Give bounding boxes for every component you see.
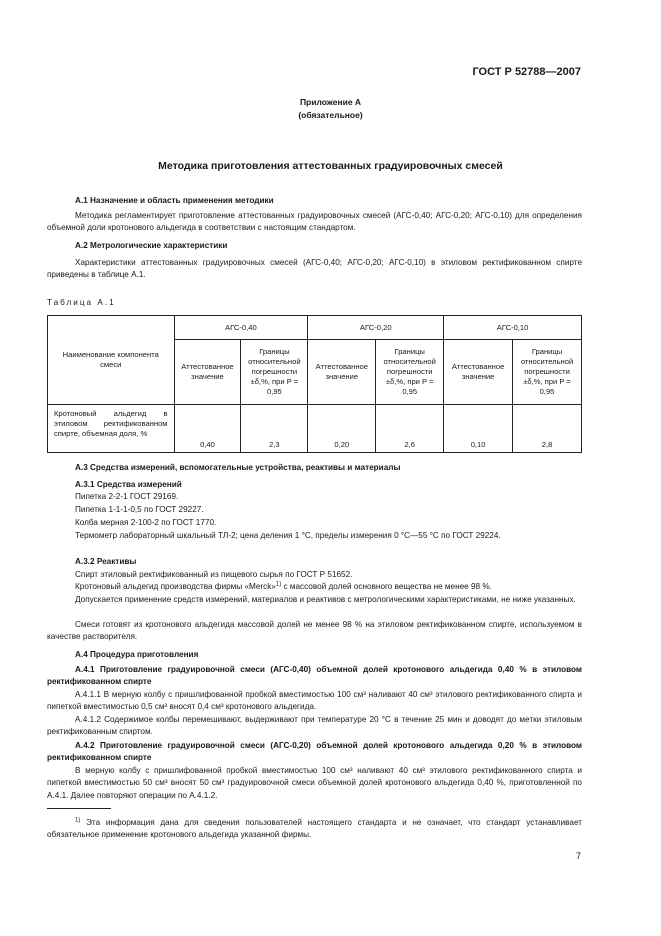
section-a4-heading: А.4 Процедура приготовления (75, 650, 199, 659)
cell-value: 2,6 (376, 405, 444, 453)
section-a1-heading: А.1 Назначение и область применения методики (75, 196, 274, 205)
page-number: 7 (576, 851, 582, 861)
section-a31-heading: А.3.1 Средства измерений (75, 480, 182, 489)
table-caption: Таблица А.1 (47, 298, 116, 307)
header-group-1: АГС-0,40 (174, 316, 308, 340)
footnote-mark: 1) (75, 817, 81, 824)
note-text: Допускается применение средств измерений, материалов и реактивов с метрологическими характеристиками, не ниже указанных. (75, 595, 576, 604)
instrument-item: Термометр лабораторный шкальный ТЛ-2; цена деления 1 °С, пределы измерения 0 °С—55 °С по ГОСТ 29224. (75, 531, 501, 540)
standard-number: ГОСТ Р 52788—2007 (472, 66, 581, 78)
section-a412-text: А.4.1.2 Содержимое колбы перемешивают, выдерживают при температуре 20 °С в течение 25 мин и доводят до метки этиловым ректификованным спиртом. (47, 715, 582, 737)
reagent-text: Кротоновый альдегид производства фирмы «Merck» (75, 582, 276, 591)
row-label: Кротоновый альдегид в этиловом ректификованном спирте, объемная доля, % (48, 405, 175, 453)
annex-title: Приложение А (299, 97, 362, 107)
subheader-value: Аттестованное значение (308, 340, 376, 405)
reagent-item (47, 581, 582, 593)
section-a2-text: Характеристики аттестованных градуировочных смесей (АГС-0,40; АГС-0,20; АГС-0,10) в этиловом ректификованном спирте приведены в таблице А.1. (47, 258, 582, 280)
instrument-item: Пипетка 2-2-1 ГОСТ 29169. (75, 492, 179, 501)
note-text: Смеси готовят из кротонового альдегида массовой долей не менее 98 % на этиловом ректификованном спирте, используемом в качестве растворителя. (47, 620, 582, 642)
footnote-divider (47, 808, 111, 809)
cell-value: 0,20 (308, 405, 376, 453)
annex-status: (обязательное) (298, 110, 363, 120)
section-a42-text: В мерную колбу с пришлифованной пробкой вместимостью 100 см³ наливают 40 см³ этилового ректификованного спирта и пипеткой вместимостью 50 см³ вносят 50 см³ градуировочной смеси объемной долей кротонового альдегида 0,40 %, приготовленной по А.4.1. Далее повторяют операции по А.4.1.2. (47, 766, 582, 800)
section-a1-text: Методика регламентирует приготовление аттестованных градуировочных смесей (АГС-0,40; АГС-0,20; АГС-0,10) для определения объемной доли кротонового альдегида в соответствии с настоящим стандартом. (47, 211, 582, 233)
main-title: Методика приготовления аттестованных градуировочных смесей (158, 160, 503, 172)
cell-value: 2,3 (241, 405, 308, 453)
cell-value: 0,40 (174, 405, 241, 453)
header-component: Наименование компонента смеси (48, 316, 175, 405)
footnote-ref: 1) (275, 581, 282, 588)
instrument-item: Колба мерная 2-100-2 по ГОСТ 1770. (75, 518, 217, 527)
reagent-text: с массовой долей основного вещества не менее 98 %. (281, 582, 492, 591)
annex-heading (0, 96, 661, 122)
table-a1 (47, 315, 582, 453)
section-a3-heading: А.3 Средства измерений, вспомогательные устройства, реактивы и материалы (75, 463, 401, 472)
footnote-text: Эта информация дана для сведения пользователей настоящего стандарта и не означает, что стандарт устанавливает обязательное применение кротонового альдегида указанной фирмы. (47, 818, 582, 840)
subheader-bounds: Границы относительной погрешности ±δ,%, при P = 0,95 (513, 340, 582, 405)
instrument-item: Пипетка 1-1-1-0,5 по ГОСТ 29227. (75, 505, 204, 514)
header-group-2: АГС-0,20 (308, 316, 444, 340)
section-a2-heading: А.2 Метрологические характеристики (75, 241, 228, 250)
cell-value: 0,10 (444, 405, 513, 453)
subheader-bounds: Границы относительной погрешности ±δ,%, при P = 0,95 (241, 340, 308, 405)
subheader-value: Аттестованное значение (174, 340, 241, 405)
section-a32-heading: А.3.2 Реактивы (75, 557, 137, 566)
section-a42-heading: А.4.2 Приготовление градуировочной смеси (АГС-0,20) объемной долей кротонового альдегида 0,20 % в этиловом ректификованном спирте (47, 741, 582, 763)
footnote (47, 817, 582, 842)
cell-value: 2,8 (513, 405, 582, 453)
header-group-3: АГС-0,10 (444, 316, 582, 340)
subheader-value: Аттестованное значение (444, 340, 513, 405)
section-a41-heading: А.4.1 Приготовление градуировочной смеси (АГС-0,40) объемной долей кротонового альдегида 0,40 % в этиловом ректификованном спирте (47, 665, 582, 687)
section-a411-text: А.4.1.1 В мерную колбу с пришлифованной пробкой вместимостью 100 см³ наливают 40 см³ этилового ректификованного спирта и пипеткой вместимостью 0,5 см³ вносят 0,4 см³ кротонового альдегида. (47, 690, 582, 712)
reagent-item: Спирт этиловый ректификованный из пищевого сырья по ГОСТ Р 51652. (75, 570, 353, 579)
subheader-bounds: Границы относительной погрешности ±δ,%, при P = 0,95 (376, 340, 444, 405)
